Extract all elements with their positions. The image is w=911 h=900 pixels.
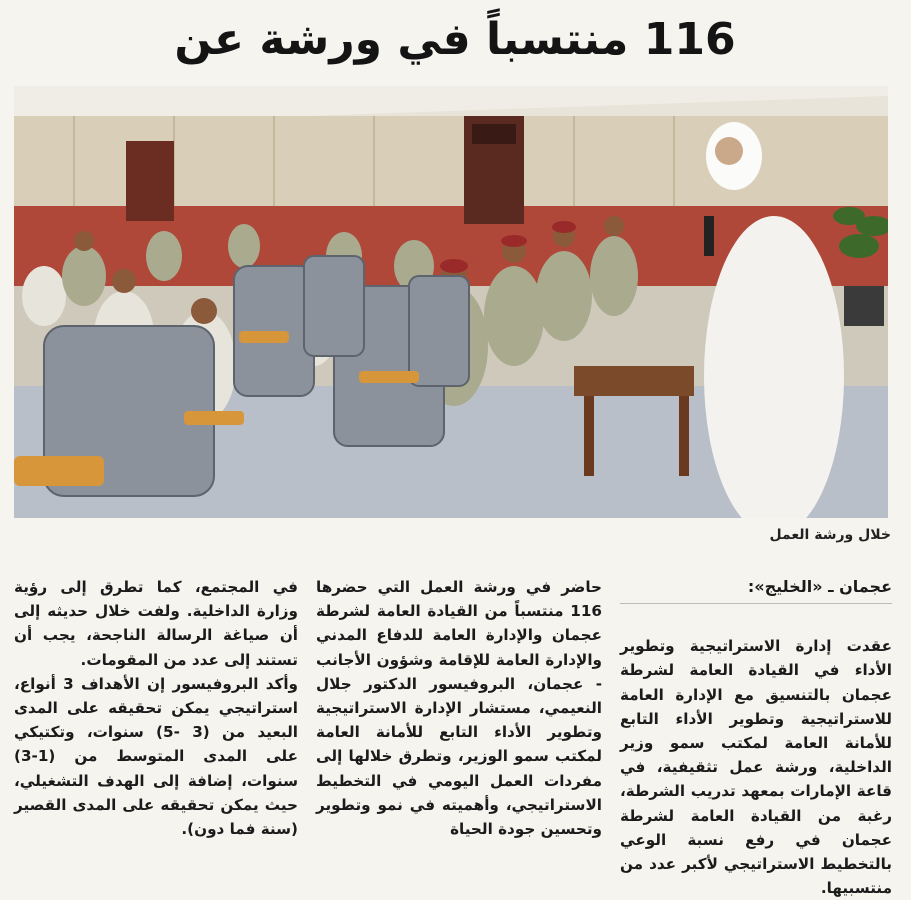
workshop-photo: [14, 86, 888, 518]
article-paragraph: وأكد البروفيسور إن الأهداف 3 أنواع، استراتيجي يمكن تحقيقه على المدى البعيد من (3 -5) سنوات، وتكتيكي على المدى المتوسط من (1-3) سنوات، إضافة إلى الهدف التشغيلي، حيث يمكن تحقيقه على المدى القصير (سنة فما دون).: [14, 674, 299, 839]
workshop-photo-illustration: [14, 86, 888, 518]
article-paragraph: حاضر في ورشة العمل التي حضرها 116 منتسباً من القيادة العامة لشرطة عجمان والإدارة العامة للدفاع المدني والإدارة العامة للإقامة وشؤون الأجانب - عجمان، البروفيسور الدكتور جلال النعيمي، مستشار الإدارة الاستراتيجية وتطوير الأداء التابع للأمانة العامة لمكتب سمو الوزير، وتطرق خلالها إلى مفردات العمل اليومي في التخطيط الاستراتيجي، وأهميته في نمو وتطوير وتحسين جودة الحياة: [316, 578, 602, 839]
article-paragraph: عقدت إدارة الاستراتيجية وتطوير الأداء في القيادة العامة لشرطة عجمان بالتنسيق مع الإدارة العامة للاستراتيجية وتطوير الأداء التابع للأمانة العامة لمكتب سمو وزير الداخلية، ورشة عمل تثقيفية، في قاعة الإمارات بمعهد تدريب الشرطة، رغبة من القيادة العامة لشرطة عجمان في رفع نسبة الوعي بالتخطيط الاستراتيجي لأكبر عدد من منتسبيها.: [620, 637, 892, 898]
article-column-3: [14, 575, 298, 841]
article-column-2: [316, 575, 602, 841]
article-column-1: [620, 575, 892, 900]
headline: 116 منتسباً في ورشة عن: [174, 14, 736, 65]
article-paragraph: في المجتمع، كما تطرق إلى رؤية وزارة الداخلية. ولفت خلال حديثه إلى أن صياغة الرسالة الناجحة، يجب أن تستند إلى عدد من المقومات.: [14, 578, 298, 669]
dateline: عجمان ـ «الخليج»:: [620, 575, 892, 604]
photo-caption: خلال ورشة العمل: [769, 527, 891, 543]
